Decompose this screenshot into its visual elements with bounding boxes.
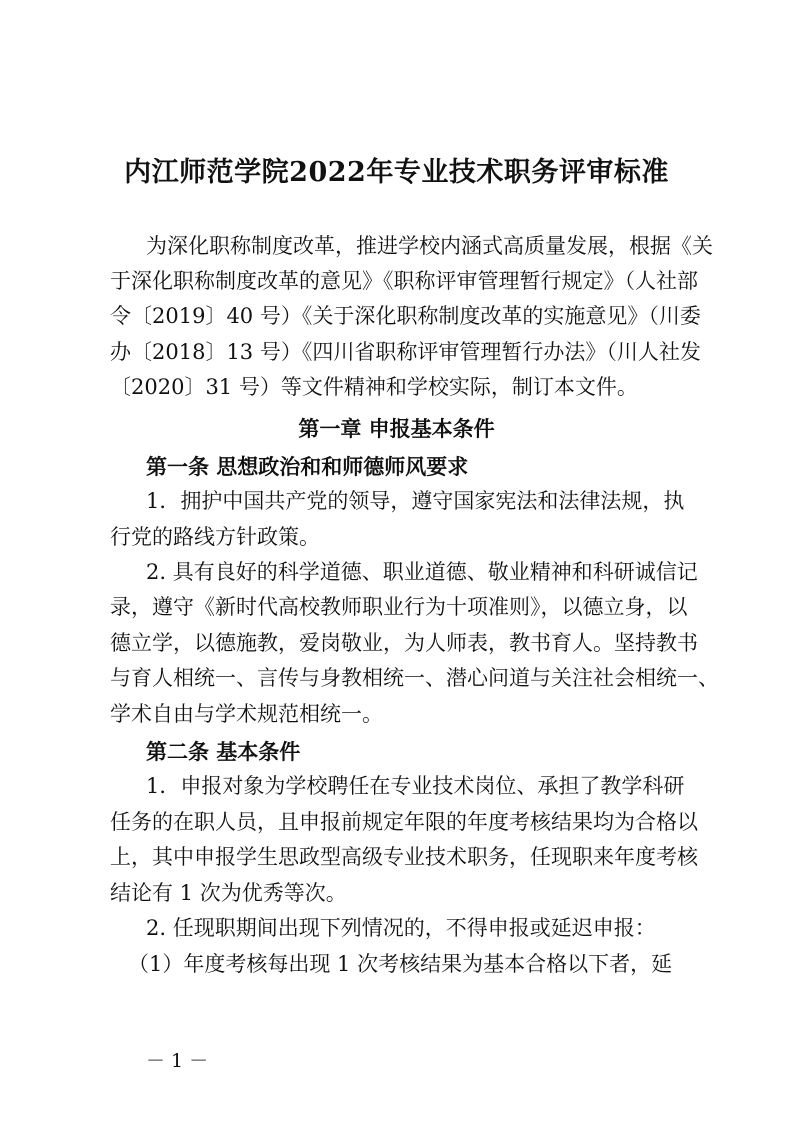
paragraph-line: 〔2020〕31 号）等文件精神和学校实际，制订本文件。 <box>110 375 638 399</box>
paragraph-line: 行党的路线方针政策。 <box>110 525 320 549</box>
paragraph-line: 2. 具有良好的科学道德、职业道德、敬业精神和科研诚信记 <box>146 560 698 584</box>
paragraph-line: 任务的在职人员，且申报前规定年限的年度考核结果均为合格以 <box>110 810 698 834</box>
paragraph-line: 令〔2019〕40 号）《关于深化职称制度改革的实施意见》（川委 <box>110 304 701 328</box>
paragraph-line: 1．拥护中国共产党的领导，遵守国家宪法和法律法规，执 <box>146 489 685 513</box>
chapter-heading: 第一章 申报基本条件 <box>298 416 495 441</box>
document-title: 内江师范学院2022年专业技术职务评审标准 <box>124 157 669 188</box>
paragraph-line: 学术自由与学术规范相统一。 <box>110 702 383 726</box>
paragraph-line: （1）年度考核每出现 1 次考核结果为基本合格以下者，延 <box>128 952 673 976</box>
paragraph-line: 录，遵守《新时代高校教师职业行为十项准则》，以德立身，以 <box>110 595 688 619</box>
paragraph-line: 德立学，以德施教，爱岗敬业，为人师表，教书育人。坚持教书 <box>110 631 698 655</box>
paragraph-line: 办〔2018〕13 号）《四川省职称评审管理暂行办法》（川人社发 <box>110 340 701 364</box>
article-heading: 第二条 基本条件 <box>146 739 301 764</box>
paragraph-line: 于深化职称制度改革的意见》《职称评审管理暂行规定》（人社部 <box>110 269 698 293</box>
paragraph-line: 1．申报对象为学校聘任在专业技术岗位、承担了教学科研 <box>146 774 685 798</box>
page-number: － 1 － <box>146 1050 209 1072</box>
paragraph-line: 2. 任现职期间出现下列情况的，不得申报或延迟申报： <box>146 916 656 940</box>
paragraph-line: 结论有 1 次为优秀等次。 <box>110 881 347 905</box>
paragraph-line: 为深化职称制度改革，推进学校内涵式高质量发展，根据《关 <box>146 234 713 258</box>
paragraph-line: 上，其中申报学生思政型高级专业技术职务，任现职来年度考核 <box>110 845 698 869</box>
article-heading: 第一条 思想政治和和师德师风要求 <box>146 454 469 479</box>
paragraph-line: 与育人相统一、言传与身教相统一、潜心问道与关注社会相统一、 <box>110 666 719 690</box>
